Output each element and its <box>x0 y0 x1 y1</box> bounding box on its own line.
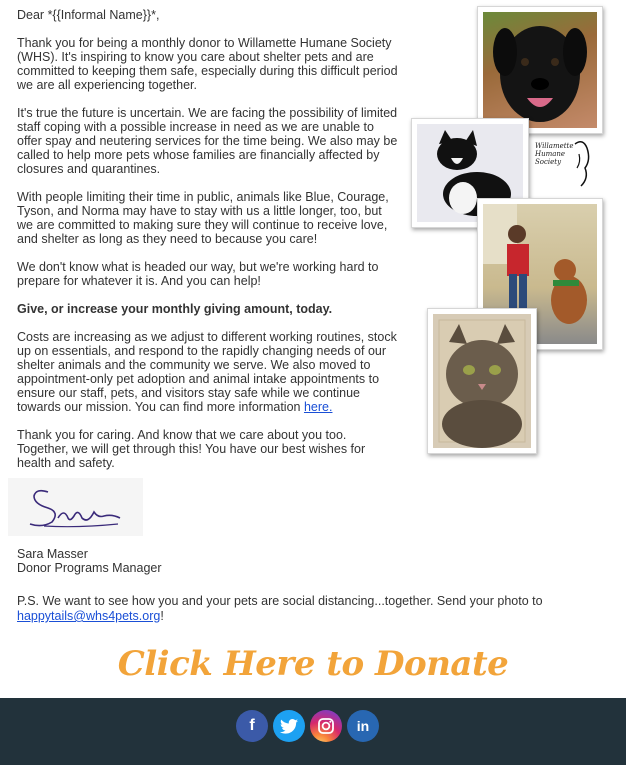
social-links <box>236 710 379 742</box>
paragraph-1: Thank you for being a monthly donor to Willamette Humane Society (WHS). It's inspiring to know you care about shelter pets and are committed to keeping them safe, especially during this difficult period we are all experiencing together. <box>17 36 398 92</box>
email-body <box>17 8 400 484</box>
signer-block <box>17 547 162 575</box>
ps-text: P.S. We want to see how you and your pets are social distancing...together. Send your photo to <box>17 594 543 608</box>
facebook-icon[interactable] <box>236 710 268 742</box>
linkedin-icon[interactable] <box>347 710 379 742</box>
paragraph-4: We don't know what is headed our way, but we're working hard to prepare for whatever it is. And you can help! <box>17 260 379 288</box>
instagram-camera-icon <box>317 717 335 735</box>
paragraph-3: With people limiting their time in public, animals like Blue, Courage, Tyson, and Norma may have to stay with us a little longer, too, but we are committed to making sure they will continue to receive love, and shelter as long as they need to because you care! <box>17 190 389 246</box>
happytails-email-link[interactable]: happytails@whs4pets.org <box>17 609 161 623</box>
instagram-icon[interactable] <box>310 710 342 742</box>
paragraph-7: Thank you for caring. And know that we care about you too. Together, we will get through this! You have our best wishes for health and safety. <box>17 428 366 470</box>
facebook-glyph: f <box>249 717 255 734</box>
signer-name: Sara Masser <box>17 547 88 561</box>
dog-image <box>483 12 597 128</box>
ps-end: ! <box>160 609 164 623</box>
whs-logo <box>535 134 599 194</box>
call-to-action-text: Give, or increase your monthly giving amount, today. <box>17 302 333 316</box>
tabby-cat-image <box>433 314 531 448</box>
signer-title: Donor Programs Manager <box>17 561 162 575</box>
twitter-bird-icon <box>280 719 298 734</box>
paragraph-6 <box>17 330 400 414</box>
signature-script <box>8 478 143 536</box>
logo-text-society: Society <box>535 158 562 166</box>
photo-collage <box>405 0 615 465</box>
paragraph-6-text: Costs are increasing as we adjust to different working routines, stock up on essentials, and respond to the rapidly changing needs of our shelter animals and the community we serve. We also moved to appointment-only pet adoption and animal intake appointments to ensure our staff, pets, and visitors stay safe while we continue towards our mission. You can find more information <box>17 330 397 414</box>
footer <box>0 698 626 765</box>
greeting: Dear *{{Informal Name}}*, <box>17 8 160 22</box>
logo-text-humane: Humane <box>535 150 566 158</box>
paw-cat-icon <box>535 134 599 194</box>
donate-button[interactable]: Click Here to Donate <box>117 644 509 684</box>
twitter-icon[interactable] <box>273 710 305 742</box>
signature-image <box>8 478 143 536</box>
tabby-cat-photo <box>427 308 537 454</box>
dog-photo <box>477 6 603 134</box>
more-info-link[interactable]: here. <box>303 400 333 414</box>
paragraph-2: It's true the future is uncertain. We are facing the possibility of limited staff coping with a possible increase in need as we are unable to offer spay and neutering services for the time being. We also may be called to help more pets whose families are financially affected by closures and quarantines. <box>17 106 398 176</box>
linkedin-glyph: in <box>356 718 370 734</box>
logo-text-willamette: Willamette <box>535 142 574 150</box>
postscript <box>17 594 607 624</box>
